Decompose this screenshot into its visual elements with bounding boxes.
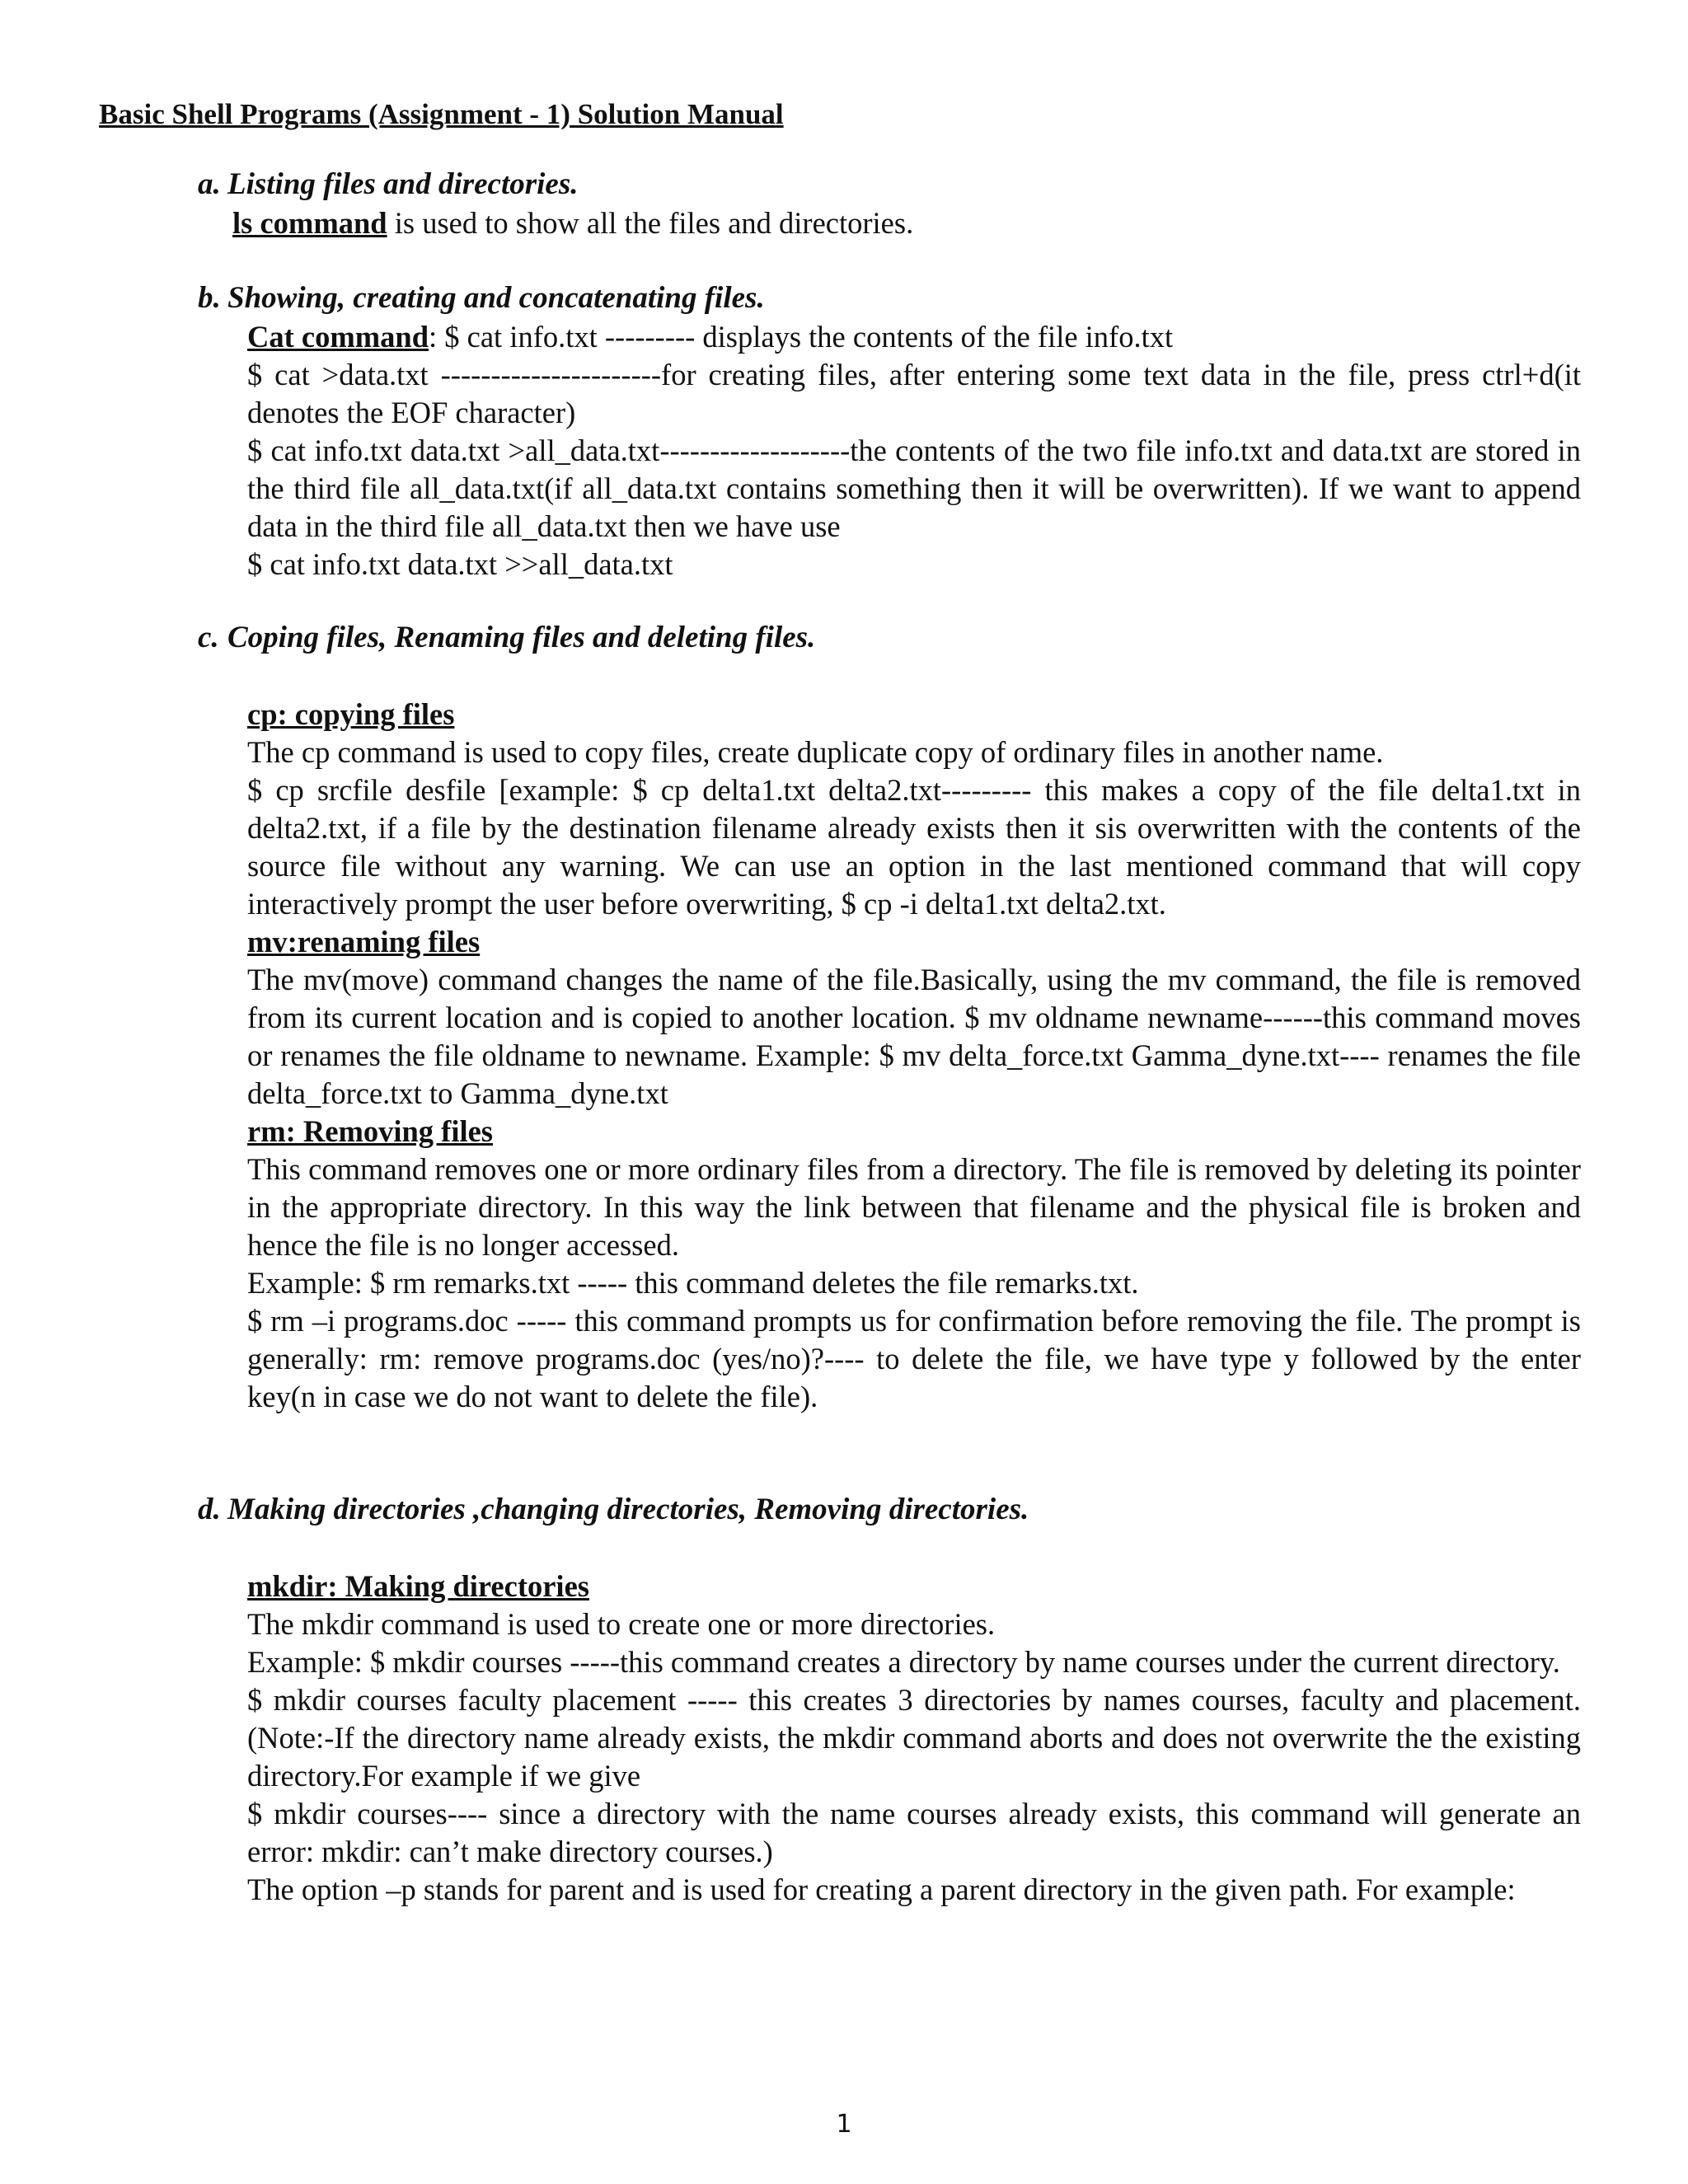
- section-a-title: Listing files and directories.: [227, 167, 579, 201]
- page-number: 1: [836, 2110, 852, 2139]
- section-c-heading: [198, 620, 815, 656]
- mkdir-subheading: mkdir: Making directories: [247, 1569, 589, 1603]
- cat-command-label: Cat command: [247, 320, 429, 354]
- section-c-body: [247, 696, 1581, 1416]
- cp-paragraph-2: $ cp srcfile desfile [example: $ cp delta1.txt delta2.txt--------- this makes a copy of the file delta1.txt in delta2.txt, if a file by the destination filename already exists then it sis overwritten with the contents of the source file without any warning. We can use an option in the last mentioned command that will copy interactively prompt the user before overwriting, $ cp -i delta1.txt delta2.txt.: [247, 773, 1581, 921]
- section-d-title: Making directories ,changing directories, Removing directories.: [227, 1493, 1029, 1526]
- mv-paragraph: The mv(move) command changes the name of the file.Basically, using the mv command, the file is removed from its current location and is copied to another location. $ mv oldname newname------this command moves or renames the file oldname to newname. Example: $ mv delta_force.txt Gamma_dyne.txt---- renames the file delta_force.txt to Gamma_dyne.txt: [247, 963, 1581, 1110]
- rm-paragraph-2: Example: $ rm remarks.txt ----- this command deletes the file remarks.txt.: [247, 1266, 1139, 1300]
- section-b-letter: b.: [198, 281, 221, 315]
- mkdir-paragraph-4: $ mkdir courses---- since a directory with the name courses already exists, this command will generate an error: mkdir: can’t make directory courses.): [247, 1797, 1581, 1868]
- mv-subheading: mv:renaming files: [247, 925, 481, 958]
- mkdir-paragraph-2: Example: $ mkdir courses -----this command creates a directory by name courses under the current directory.: [247, 1645, 1560, 1679]
- section-c-letter: c.: [198, 621, 219, 654]
- ls-command-label: ls command: [232, 206, 387, 240]
- section-a-body: [232, 204, 1566, 242]
- document-title: Basic Shell Programs (Assignment - 1) Solution Manual: [99, 98, 784, 130]
- section-b-body: [247, 318, 1581, 583]
- cat-concat-paragraph: $ cat info.txt data.txt >all_data.txt-------------------the contents of the two file info.txt and data.txt are stored in the third file all_data.txt(if all_data.txt contains something then it will be overwritten). If we want to append data in the third file all_data.txt then we have use: [247, 434, 1581, 543]
- cat-create-paragraph: $ cat >data.txt ----------------------for creating files, after entering some text data in the file, press ctrl+d(it denotes the EOF character): [247, 358, 1581, 429]
- mkdir-paragraph-1: The mkdir command is used to create one or more directories.: [247, 1607, 996, 1641]
- rm-subheading: rm: Removing files: [247, 1114, 494, 1148]
- rm-paragraph-3: $ rm –i programs.doc ----- this command prompts us for confirmation before removing the file. The prompt is generally: rm: remove programs.doc (yes/no)?---- to delete the file, we have type y followed by the enter key(n in case we do not want to delete the file).: [247, 1304, 1581, 1413]
- section-a-letter: a.: [198, 167, 221, 201]
- mkdir-paragraph-5: The option –p stands for parent and is used for creating a parent directory in the given path. For example:: [247, 1872, 1516, 1906]
- section-c-title: Coping files, Renaming files and deleting files.: [227, 621, 816, 654]
- section-d-letter: d.: [198, 1493, 221, 1526]
- section-d-body: [247, 1568, 1581, 1909]
- section-b-heading: [198, 280, 765, 316]
- cat-append-line: $ cat info.txt data.txt >>all_data.txt: [247, 547, 673, 581]
- ls-command-description: is used to show all the files and directories.: [387, 206, 914, 240]
- rm-paragraph-1: This command removes one or more ordinary files from a directory. The file is removed by deleting its pointer in the appropriate directory. In this way the link between that filename and the physical file is broken and hence the file is no longer accessed.: [247, 1152, 1581, 1262]
- mkdir-paragraph-3: $ mkdir courses faculty placement ----- this creates 3 directories by names courses, faculty and placement. (Note:-If the directory name already exists, the mkdir command aborts and does not overwrite the the existing directory.For example if we give: [247, 1683, 1581, 1793]
- cp-subheading: cp: copying files: [247, 697, 455, 731]
- section-b-title: Showing, creating and concatenating files.: [227, 281, 765, 315]
- cat-command-line1: : $ cat info.txt --------- displays the contents of the file info.txt: [429, 320, 1174, 354]
- cp-paragraph-1: The cp command is used to copy files, create duplicate copy of ordinary files in another name.: [247, 735, 1384, 769]
- section-a-heading: [198, 166, 579, 203]
- section-d-heading: [198, 1492, 1029, 1528]
